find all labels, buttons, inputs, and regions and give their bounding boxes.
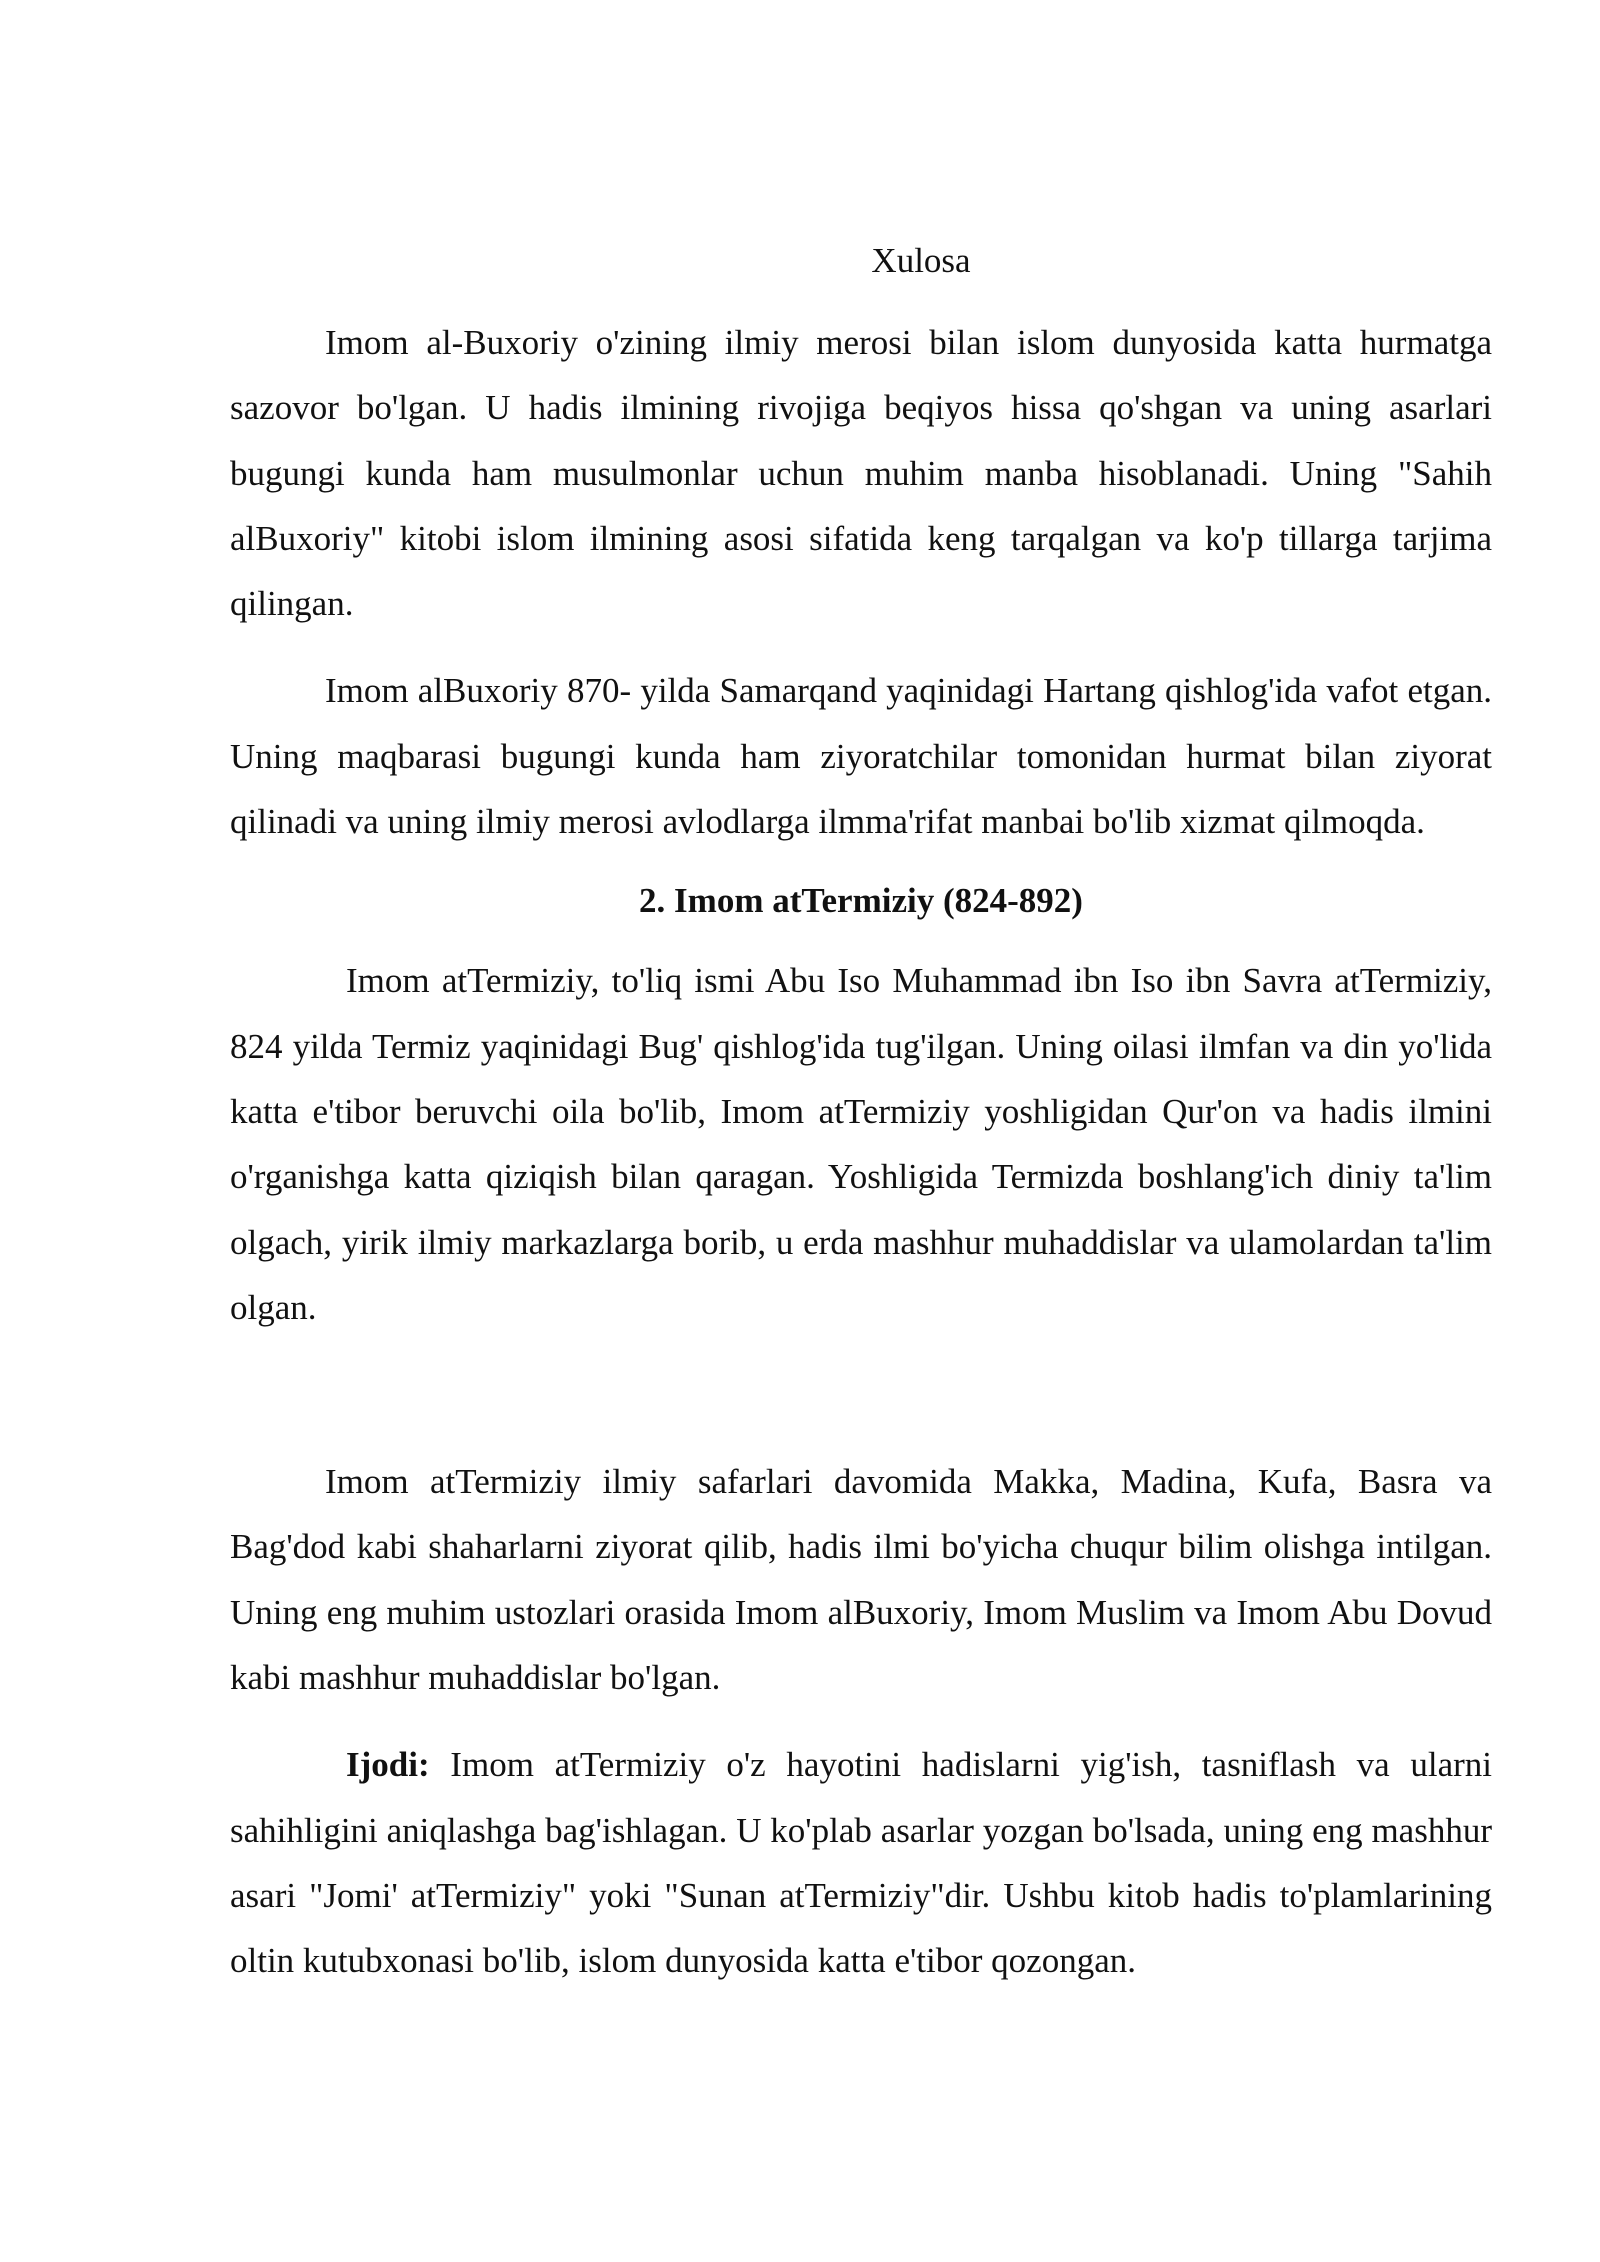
section-title: Xulosa (871, 241, 971, 280)
paragraph-works-text: Imom atTermiziy o'z hayotini hadislarni yig'ish, tasniflash va ularni sahihligini aniqlashga bag'ishlagan. U ko'plab asarlar yozgan bo'lsada, uning eng mashhur asari "Jomi' atTermiziy" yoki "Sunan atTermiziy"dir. Ushbu kitob hadis to'plamlarining oltin kutubxonasi bo'lib, islom dunyosida katta e'tibor qozongan. (230, 1745, 1492, 1981)
paragraph-biography: Imom atTermiziy, to'liq ismi Abu Iso Muhammad ibn Iso ibn Savra atTermiziy, 824 yilda Termiz yaqinidagi Bug' qishlog'ida tug'ilgan. Uning oilasi ilmfan va din yo'lida katta e'tibor beruvchi oila bo'lib, Imom atTermiziy yoshligidan Qur'on va hadis ilmini o'rganishga katta qiziqish bilan qaragan. Yoshligida Termizda boshlang'ich diniy ta'lim olgach, yirik ilmiy markazlarga borib, u erda mashhur muhaddislar va ulamolardan ta'lim olgan. (230, 961, 1492, 1327)
page-content (230, 236, 1492, 2016)
paragraph-works (230, 1732, 1492, 1993)
paragraph-works-lead: Ijodi: (346, 1745, 430, 1785)
paragraph-travels: Imom atTermiziy ilmiy safarlari davomida Makka, Madina, Kufa, Basra va Bag'dod kabi shaharlarni ziyorat qilib, hadis ilmi bo'yicha chuqur bilim olishga intilgan. Uning eng muhim ustozlari orasida Imom alBuxoriy, Imom Muslim va Imom Abu Dovud kabi mashhur muhaddislar bo'lgan. (230, 1462, 1492, 1698)
paragraph-death: Imom alBuxoriy 870- yilda Samarqand yaqinidagi Hartang qishlog'ida vafot etgan. Uning maqbarasi bugungi kunda ham ziyoratchilar tomonidan hurmat bilan ziyorat qilinadi va uning ilmiy merosi avlodlarga ilmma'rifat manbai bo'lib xizmat qilmoqda. (230, 671, 1492, 842)
subsection-title: 2. Imom atTermiziy (824-892) (639, 881, 1083, 921)
paragraph-legacy: Imom al-Buxoriy o'zining ilmiy merosi bilan islom dunyosida katta hurmatga sazovor bo'lgan. U hadis ilmining rivojiga beqiyos hissa qo'shgan va uning asarlari bugungi kunda ham musulmonlar uchun muhim manba hisoblanadi. Uning "Sahih alBuxoriy" kitobi islom ilmining asosi sifatida keng tarqalgan va ko'p tillarga tarjima qilingan. (230, 323, 1492, 624)
